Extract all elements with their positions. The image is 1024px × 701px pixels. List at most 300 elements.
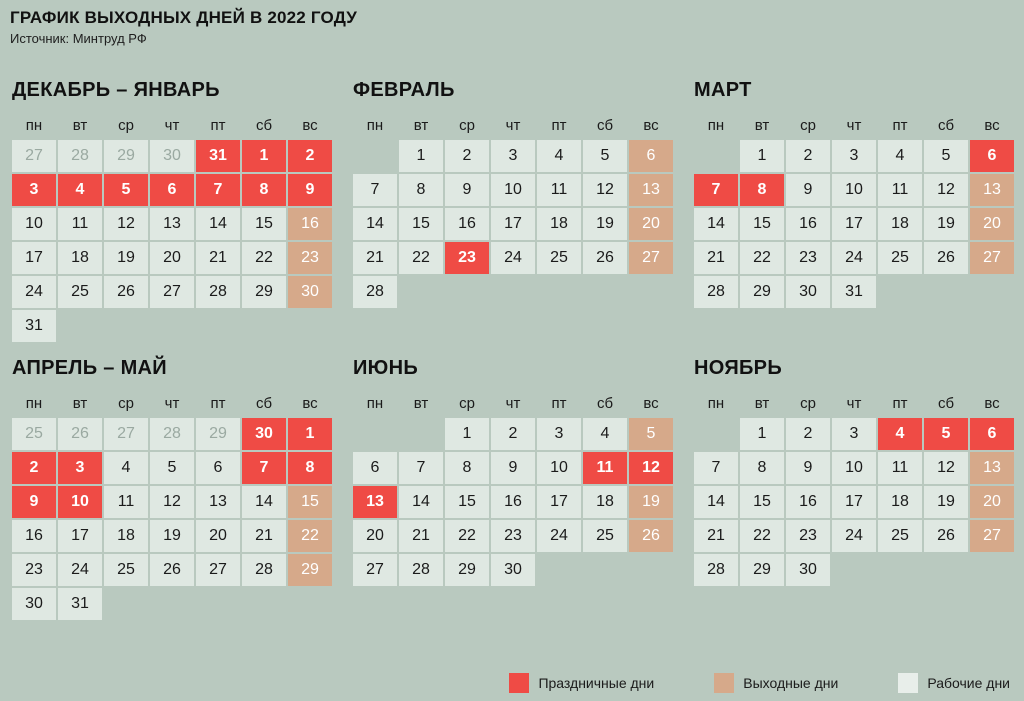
calendar-day-cell[interactable]: 16 <box>445 208 489 240</box>
calendar-day-cell[interactable]: 29 <box>740 276 784 308</box>
legend-item-holiday <box>509 673 654 693</box>
calendar-day-cell[interactable]: 2 <box>786 418 830 450</box>
calendar-cell-empty <box>537 554 581 586</box>
weekday-label: ср <box>800 116 816 134</box>
weekday-label: вт <box>754 116 770 134</box>
calendar-week-row <box>12 208 332 240</box>
calendar-day-cell[interactable]: 14 <box>694 486 738 518</box>
calendar-day-cell[interactable]: 23 <box>786 520 830 552</box>
calendar-week-row <box>353 418 673 450</box>
calendar-day-cell[interactable]: 7 <box>399 452 443 484</box>
calendar-cell-empty <box>196 310 240 342</box>
weekday-label: ср <box>118 116 134 134</box>
weekday-label: ср <box>459 394 475 412</box>
calendar-day-cell[interactable]: 16 <box>786 208 830 240</box>
calendar-day-cell[interactable]: 24 <box>537 520 581 552</box>
calendar-day-cell[interactable]: 6 <box>970 140 1014 172</box>
calendar-day-cell[interactable]: 16 <box>491 486 535 518</box>
calendar-day-cell[interactable]: 19 <box>924 486 968 518</box>
calendar-day-cell[interactable]: 22 <box>288 520 332 552</box>
calendar-week-row <box>12 452 332 484</box>
calendar-day-cell[interactable]: 13 <box>629 174 673 206</box>
calendar-cell-empty <box>878 554 922 586</box>
calendar-day-cell[interactable]: 26 <box>150 554 194 586</box>
calendar-day-cell[interactable]: 5 <box>583 140 627 172</box>
calendar-row <box>0 66 1024 344</box>
calendar-day-cell[interactable]: 8 <box>242 174 286 206</box>
calendar-day-cell[interactable]: 28 <box>353 276 397 308</box>
calendar-day-cell[interactable]: 5 <box>924 418 968 450</box>
calendar-day-cell[interactable]: 13 <box>970 452 1014 484</box>
calendar-day-cell[interactable]: 12 <box>583 174 627 206</box>
calendar-day-cell[interactable]: 6 <box>970 418 1014 450</box>
calendar-month-title: АПРЕЛЬ – МАЙ <box>12 357 167 379</box>
calendar-day-cell[interactable]: 29 <box>740 554 784 586</box>
calendar-row <box>0 344 1024 622</box>
calendar-day-cell[interactable]: 27 <box>150 276 194 308</box>
calendar-cell-empty <box>445 276 489 308</box>
calendar-day-cell[interactable]: 14 <box>353 208 397 240</box>
calendar-day-cell[interactable]: 10 <box>58 486 102 518</box>
legend-swatch-weekend <box>714 673 734 693</box>
calendar-day-cell[interactable]: 12 <box>104 208 148 240</box>
calendar-cell-empty <box>353 140 397 172</box>
calendar-day-cell[interactable]: 9 <box>786 452 830 484</box>
legend-label: Праздничные дни <box>538 675 655 691</box>
calendar-day-cell[interactable]: 1 <box>399 140 443 172</box>
calendar-day-cell[interactable]: 22 <box>740 520 784 552</box>
calendar-day-cell[interactable]: 20 <box>150 242 194 274</box>
calendar-day-cell[interactable]: 9 <box>12 486 56 518</box>
calendar-day-cell[interactable]: 30 <box>786 554 830 586</box>
calendar-day-cell[interactable]: 5 <box>629 418 673 450</box>
calendar-day-cell[interactable]: 12 <box>150 486 194 518</box>
calendar-day-cell[interactable]: 31 <box>196 140 240 172</box>
calendar-day-cell[interactable]: 27 <box>353 554 397 586</box>
weekday-header-row <box>353 112 673 138</box>
calendar-day-cell[interactable]: 11 <box>583 452 627 484</box>
calendar-day-cell[interactable]: 19 <box>104 242 148 274</box>
weekday-label: вс <box>984 116 1000 134</box>
calendar-day-cell[interactable]: 12 <box>629 452 673 484</box>
weekday-label: вс <box>302 394 318 412</box>
calendar-day-cell[interactable]: 23 <box>491 520 535 552</box>
calendar-day-cell[interactable]: 6 <box>629 140 673 172</box>
calendar-day-cell[interactable]: 9 <box>445 174 489 206</box>
calendar-day-cell[interactable]: 14 <box>242 486 286 518</box>
calendar-day-cell[interactable]: 11 <box>104 486 148 518</box>
calendar-table <box>10 388 334 622</box>
calendar-day-cell[interactable]: 3 <box>832 140 876 172</box>
calendar-day-cell[interactable]: 2 <box>786 140 830 172</box>
calendar-day-cell[interactable]: 3 <box>58 452 102 484</box>
weekday-label: пн <box>707 394 725 412</box>
calendar-cell-empty <box>399 418 443 450</box>
weekday-label: пт <box>551 394 567 412</box>
calendar-day-cell[interactable]: 28 <box>242 554 286 586</box>
calendar-day-cell[interactable]: 8 <box>740 174 784 206</box>
calendar-day-cell[interactable]: 29 <box>445 554 489 586</box>
calendar-cell-empty <box>353 418 397 450</box>
calendar-day-cell[interactable]: 23 <box>12 554 56 586</box>
calendar-day-cell[interactable]: 31 <box>58 588 102 620</box>
calendar-week-row <box>12 276 332 308</box>
calendar-week-row <box>694 276 1014 308</box>
calendar-day-cell[interactable]: 18 <box>583 486 627 518</box>
calendar-cell-empty <box>104 310 148 342</box>
calendar-table <box>692 388 1016 588</box>
calendar-day-cell[interactable]: 15 <box>242 208 286 240</box>
calendar-day-cell[interactable]: 27 <box>970 242 1014 274</box>
calendar-week-row <box>12 554 332 586</box>
weekday-label: чт <box>164 116 180 134</box>
calendar-day-cell[interactable]: 15 <box>740 208 784 240</box>
weekday-label: вс <box>302 116 318 134</box>
weekday-label: вс <box>643 116 659 134</box>
calendar-day-cell[interactable]: 28 <box>399 554 443 586</box>
calendar-day-cell[interactable]: 23 <box>288 242 332 274</box>
calendar-cell-empty <box>150 588 194 620</box>
calendar-day-cell[interactable]: 6 <box>150 174 194 206</box>
calendar-day-cell[interactable]: 24 <box>832 520 876 552</box>
calendar-day-cell[interactable]: 21 <box>399 520 443 552</box>
calendar-day-cell[interactable]: 21 <box>694 242 738 274</box>
calendar-day-cell[interactable]: 29 <box>288 554 332 586</box>
calendar-day-cell[interactable]: 24 <box>58 554 102 586</box>
calendar-cell-empty <box>878 276 922 308</box>
calendar-day-cell[interactable]: 31 <box>832 276 876 308</box>
calendar-day-cell[interactable]: 15 <box>288 486 332 518</box>
calendar-month <box>0 66 341 344</box>
calendar-day-cell[interactable]: 15 <box>399 208 443 240</box>
calendar-day-cell[interactable]: 27 <box>196 554 240 586</box>
calendar-day-cell[interactable]: 26 <box>924 520 968 552</box>
weekday-label: пт <box>892 394 908 412</box>
calendar-day-cell[interactable]: 7 <box>353 174 397 206</box>
calendar-day-cell[interactable]: 21 <box>196 242 240 274</box>
calendar-day-cell[interactable]: 22 <box>740 242 784 274</box>
calendar-day-cell[interactable]: 16 <box>288 208 332 240</box>
calendar-week-row <box>353 486 673 518</box>
calendar-day-cell[interactable]: 11 <box>58 208 102 240</box>
calendar-day-cell[interactable]: 25 <box>878 520 922 552</box>
calendar-day-cell[interactable]: 13 <box>970 174 1014 206</box>
calendar-week-row <box>694 486 1014 518</box>
calendar-day-cell[interactable]: 5 <box>150 452 194 484</box>
calendar-week-row <box>12 486 332 518</box>
calendar-day-cell[interactable]: 30 <box>491 554 535 586</box>
calendar-day-cell[interactable]: 24 <box>491 242 535 274</box>
calendar-day-cell[interactable]: 2 <box>491 418 535 450</box>
calendar-day-cell[interactable]: 15 <box>445 486 489 518</box>
calendar-day-cell[interactable]: 8 <box>399 174 443 206</box>
weekday-label: пн <box>707 116 725 134</box>
calendar-day-cell[interactable]: 7 <box>694 174 738 206</box>
calendar-cell-empty <box>970 276 1014 308</box>
weekday-header-row <box>353 390 673 416</box>
calendar-cell-empty <box>694 418 738 450</box>
calendar-day-cell[interactable]: 15 <box>740 486 784 518</box>
calendar-day-cell[interactable]: 21 <box>353 242 397 274</box>
calendar-day-cell[interactable]: 25 <box>878 242 922 274</box>
calendar-day-cell[interactable]: 20 <box>970 208 1014 240</box>
calendar-day-cell[interactable]: 9 <box>491 452 535 484</box>
calendar-day-cell[interactable]: 9 <box>786 174 830 206</box>
weekday-label: вт <box>72 116 88 134</box>
calendar-day-cell[interactable]: 27 <box>104 418 148 450</box>
calendar-cell-empty <box>491 276 535 308</box>
calendar-day-cell[interactable]: 30 <box>786 276 830 308</box>
legend <box>0 673 1024 693</box>
calendar-day-cell[interactable]: 23 <box>786 242 830 274</box>
calendar-day-cell[interactable]: 14 <box>399 486 443 518</box>
calendar-day-cell[interactable]: 7 <box>196 174 240 206</box>
calendar-day-cell[interactable]: 25 <box>104 554 148 586</box>
calendar-day-cell[interactable]: 25 <box>12 418 56 450</box>
calendar-day-cell[interactable]: 27 <box>629 242 673 274</box>
calendar-day-cell[interactable]: 12 <box>924 174 968 206</box>
calendar-week-row <box>12 418 332 450</box>
calendar-table <box>351 110 675 310</box>
calendar-month <box>0 344 341 622</box>
calendar-day-cell[interactable]: 1 <box>445 418 489 450</box>
calendar-day-cell[interactable]: 26 <box>629 520 673 552</box>
calendar-day-cell[interactable]: 3 <box>832 418 876 450</box>
calendar-day-cell[interactable]: 8 <box>445 452 489 484</box>
legend-label: Выходные дни <box>743 675 839 691</box>
calendar-day-cell[interactable]: 7 <box>694 452 738 484</box>
calendar-day-cell[interactable]: 20 <box>196 520 240 552</box>
calendar-day-cell[interactable]: 10 <box>832 174 876 206</box>
calendar-day-cell[interactable]: 12 <box>924 452 968 484</box>
calendar-day-cell[interactable]: 18 <box>537 208 581 240</box>
weekday-label: сб <box>596 116 614 134</box>
calendar-week-row <box>12 310 332 342</box>
calendar-week-row <box>353 208 673 240</box>
calendar-day-cell[interactable]: 2 <box>445 140 489 172</box>
calendar-day-cell[interactable]: 26 <box>924 242 968 274</box>
calendar-cell-empty <box>150 310 194 342</box>
calendar-day-cell[interactable]: 19 <box>150 520 194 552</box>
calendar-cell-empty <box>583 276 627 308</box>
calendar-day-cell[interactable]: 18 <box>104 520 148 552</box>
calendar-cell-empty <box>694 140 738 172</box>
weekday-label: сб <box>255 394 273 412</box>
calendar-day-cell[interactable]: 23 <box>445 242 489 274</box>
calendar-day-cell[interactable]: 29 <box>196 418 240 450</box>
calendar-day-cell[interactable]: 11 <box>878 174 922 206</box>
calendar-day-cell[interactable]: 20 <box>970 486 1014 518</box>
calendar-month-title: ФЕВРАЛЬ <box>353 79 455 101</box>
calendar-week-row <box>694 452 1014 484</box>
page-title: ГРАФИК ВЫХОДНЫХ ДНЕЙ В 2022 ГОДУ <box>10 8 357 27</box>
calendar-month <box>341 66 682 344</box>
weekday-label: ср <box>800 394 816 412</box>
calendar-day-cell[interactable]: 21 <box>694 520 738 552</box>
weekday-label: вт <box>413 394 429 412</box>
calendar-day-cell[interactable]: 25 <box>58 276 102 308</box>
calendar-day-cell[interactable]: 21 <box>242 520 286 552</box>
calendar-day-cell[interactable]: 2 <box>288 140 332 172</box>
weekday-label: вт <box>413 116 429 134</box>
calendar-week-row <box>12 140 332 172</box>
weekday-header-row <box>694 390 1014 416</box>
calendar-day-cell[interactable]: 14 <box>196 208 240 240</box>
weekday-label: пт <box>210 116 226 134</box>
calendar-day-cell[interactable]: 3 <box>537 418 581 450</box>
calendar-cell-empty <box>288 588 332 620</box>
calendar-day-cell[interactable]: 13 <box>196 486 240 518</box>
weekday-label: чт <box>505 116 521 134</box>
calendar-day-cell[interactable]: 28 <box>694 554 738 586</box>
calendar-day-cell[interactable]: 13 <box>150 208 194 240</box>
calendar-day-cell[interactable]: 26 <box>104 276 148 308</box>
calendar-day-cell[interactable]: 16 <box>12 520 56 552</box>
calendar-day-cell[interactable]: 17 <box>832 486 876 518</box>
calendar-cell-empty <box>832 554 876 586</box>
legend-item-weekend <box>714 673 838 693</box>
weekday-label: вт <box>754 394 770 412</box>
calendar-day-cell[interactable]: 10 <box>12 208 56 240</box>
calendar-day-cell[interactable]: 25 <box>537 242 581 274</box>
calendar-day-cell[interactable]: 19 <box>629 486 673 518</box>
calendar-day-cell[interactable]: 8 <box>740 452 784 484</box>
calendar-day-cell[interactable]: 4 <box>878 140 922 172</box>
calendar-day-cell[interactable]: 17 <box>491 208 535 240</box>
weekday-label: сб <box>596 394 614 412</box>
calendar-table <box>692 110 1016 310</box>
calendar-day-cell[interactable]: 20 <box>629 208 673 240</box>
calendar-day-cell[interactable]: 6 <box>353 452 397 484</box>
calendar-day-cell[interactable]: 11 <box>878 452 922 484</box>
calendar-day-cell[interactable]: 28 <box>196 276 240 308</box>
calendar-day-cell[interactable]: 9 <box>288 174 332 206</box>
calendar-day-cell[interactable]: 27 <box>12 140 56 172</box>
calendar-day-cell[interactable]: 4 <box>583 418 627 450</box>
calendar-cell-empty <box>924 276 968 308</box>
weekday-label: сб <box>937 116 955 134</box>
calendar-day-cell[interactable]: 3 <box>12 174 56 206</box>
calendar-day-cell[interactable]: 4 <box>58 174 102 206</box>
calendar-day-cell[interactable]: 17 <box>537 486 581 518</box>
calendar-day-cell[interactable]: 14 <box>694 208 738 240</box>
calendar-day-cell[interactable]: 19 <box>583 208 627 240</box>
calendar-day-cell[interactable]: 2 <box>12 452 56 484</box>
legend-swatch-holiday <box>509 673 529 693</box>
calendar-day-cell[interactable]: 18 <box>878 208 922 240</box>
weekday-label: пт <box>551 116 567 134</box>
calendar-day-cell[interactable]: 18 <box>878 486 922 518</box>
calendar-day-cell[interactable]: 5 <box>924 140 968 172</box>
calendar-day-cell[interactable]: 20 <box>353 520 397 552</box>
calendar-month-title: ДЕКАБРЬ – ЯНВАРЬ <box>12 79 220 101</box>
calendar-day-cell[interactable]: 30 <box>288 276 332 308</box>
calendar-day-cell[interactable]: 29 <box>104 140 148 172</box>
calendar-day-cell[interactable]: 22 <box>242 242 286 274</box>
calendar-day-cell[interactable]: 24 <box>12 276 56 308</box>
weekday-label: сб <box>255 116 273 134</box>
calendar-day-cell[interactable]: 29 <box>242 276 286 308</box>
calendar-day-cell[interactable]: 17 <box>12 242 56 274</box>
calendar-day-cell[interactable]: 3 <box>491 140 535 172</box>
weekday-label: ср <box>118 394 134 412</box>
calendar-day-cell[interactable]: 11 <box>537 174 581 206</box>
calendar-week-row <box>353 174 673 206</box>
calendar-day-cell[interactable]: 10 <box>832 452 876 484</box>
weekday-header-row <box>12 112 332 138</box>
calendar-day-cell[interactable]: 28 <box>150 418 194 450</box>
calendar-day-cell[interactable]: 1 <box>740 140 784 172</box>
calendar-week-row <box>353 452 673 484</box>
calendar-day-cell[interactable]: 28 <box>58 140 102 172</box>
calendar-day-cell[interactable]: 22 <box>399 242 443 274</box>
calendar-week-row <box>694 520 1014 552</box>
calendar-day-cell[interactable]: 4 <box>104 452 148 484</box>
calendar-day-cell[interactable]: 1 <box>288 418 332 450</box>
calendar-day-cell[interactable]: 5 <box>104 174 148 206</box>
calendar-day-cell[interactable]: 24 <box>832 242 876 274</box>
weekday-label: пн <box>366 116 384 134</box>
calendar-cell-empty <box>629 554 673 586</box>
weekday-label: вт <box>72 394 88 412</box>
calendar-cell-empty <box>288 310 332 342</box>
calendar-day-cell[interactable]: 4 <box>878 418 922 450</box>
calendar-month-title: МАРТ <box>694 79 752 101</box>
calendar-cell-empty <box>104 588 148 620</box>
calendar-cell-empty <box>242 588 286 620</box>
calendar-day-cell[interactable]: 26 <box>58 418 102 450</box>
calendar-week-row <box>12 242 332 274</box>
calendar-day-cell[interactable]: 8 <box>288 452 332 484</box>
calendar-day-cell[interactable]: 4 <box>537 140 581 172</box>
calendar-day-cell[interactable]: 13 <box>353 486 397 518</box>
calendar-day-cell[interactable]: 26 <box>583 242 627 274</box>
calendar-day-cell[interactable]: 25 <box>583 520 627 552</box>
weekday-header-row <box>694 112 1014 138</box>
calendar-cell-empty <box>970 554 1014 586</box>
calendar-day-cell[interactable]: 10 <box>537 452 581 484</box>
calendar-day-cell[interactable]: 16 <box>786 486 830 518</box>
calendar-week-row <box>12 174 332 206</box>
calendar-day-cell[interactable]: 31 <box>12 310 56 342</box>
calendar-day-cell[interactable]: 7 <box>242 452 286 484</box>
calendar-week-row <box>694 554 1014 586</box>
weekday-label: чт <box>505 394 521 412</box>
calendar-day-cell[interactable]: 6 <box>196 452 240 484</box>
weekday-label: чт <box>846 116 862 134</box>
calendar-month <box>682 344 1023 622</box>
calendar-day-cell[interactable]: 17 <box>832 208 876 240</box>
calendar-day-cell[interactable]: 10 <box>491 174 535 206</box>
calendar-day-cell[interactable]: 17 <box>58 520 102 552</box>
weekday-label: пн <box>366 394 384 412</box>
calendar-day-cell[interactable]: 28 <box>694 276 738 308</box>
calendar-day-cell[interactable]: 1 <box>242 140 286 172</box>
calendar-day-cell[interactable]: 19 <box>924 208 968 240</box>
weekday-label: чт <box>164 394 180 412</box>
calendar-day-cell[interactable]: 22 <box>445 520 489 552</box>
calendar-day-cell[interactable]: 27 <box>970 520 1014 552</box>
source-note: Источник: Минтруд РФ <box>10 31 147 46</box>
calendar-day-cell[interactable]: 30 <box>12 588 56 620</box>
calendar-day-cell[interactable]: 30 <box>150 140 194 172</box>
calendar-week-row <box>694 208 1014 240</box>
weekday-label: вс <box>984 394 1000 412</box>
calendar-table <box>10 110 334 344</box>
calendar-day-cell[interactable]: 30 <box>242 418 286 450</box>
calendar-day-cell[interactable]: 18 <box>58 242 102 274</box>
calendar-day-cell[interactable]: 1 <box>740 418 784 450</box>
